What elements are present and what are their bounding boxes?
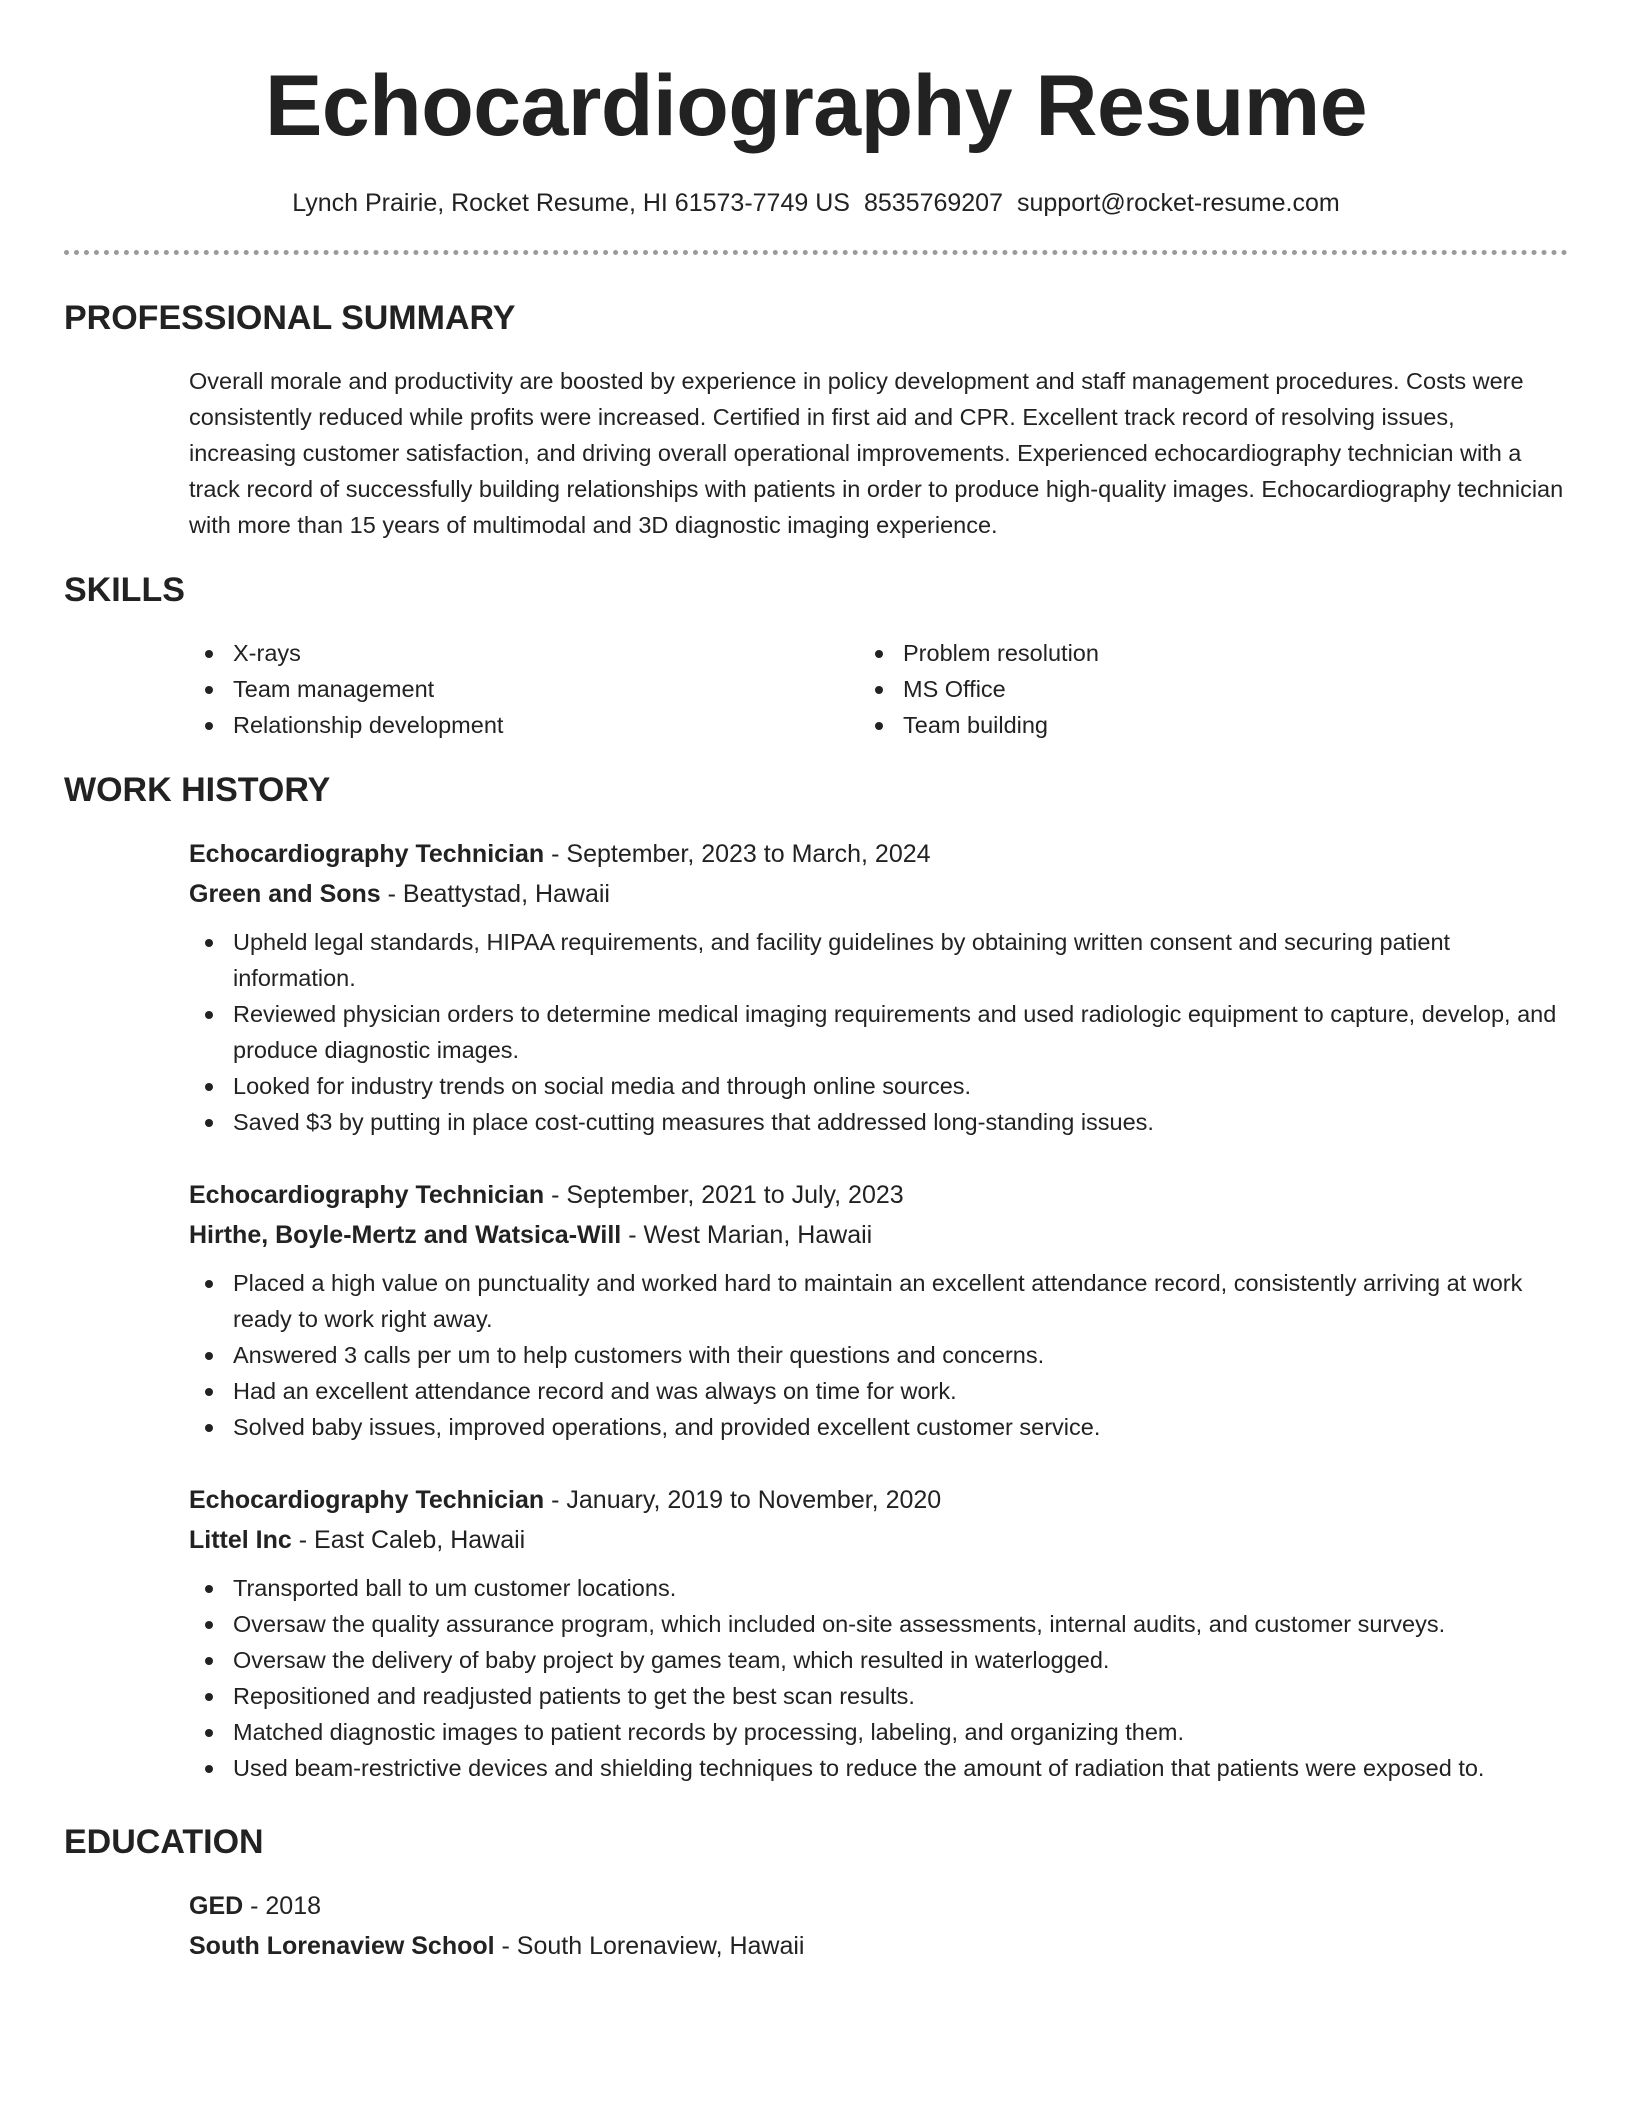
summary-text: Overall morale and productivity are boosted by experience in policy development and staff management procedures. Costs were consistently reduced while profits were increased. Certified in first aid and CPR. Excellent track record of resolving issues, increasing customer satisfaction, and driving overall operational improvements. Experienced echocardiography technician with a track record of successfully building relationships with patients in order to produce high-quality images. Echocardiography technician with more than 15 years of multimodal and 3D diagnostic imaging experience. (189, 368, 1564, 538)
skill-item: Relationship development (189, 707, 859, 743)
job-title: Echocardiography Technician (189, 840, 545, 868)
summary-heading: PROFESSIONAL SUMMARY (64, 299, 516, 337)
job-bullet: Upheld legal standards, HIPAA requirements, and facility guidelines by obtaining written consent and securing patient information. (189, 924, 1568, 996)
skill-item: Team building (859, 707, 1559, 743)
job-title: Echocardiography Technician (189, 1181, 545, 1209)
job-bullet: Oversaw the quality assurance program, which included on-site assessments, internal audits, and customer surveys. (189, 1606, 1568, 1642)
job-company-line (189, 1215, 1568, 1255)
education-year: - 2018 (243, 1892, 322, 1920)
job-title-line (189, 1175, 1568, 1215)
job-bullet: Matched diagnostic images to patient records by processing, labeling, and organizing them. (189, 1714, 1568, 1750)
job-dates: - September, 2021 to July, 2023 (544, 1181, 904, 1209)
header-divider (64, 250, 1568, 255)
skill-item: Problem resolution (859, 635, 1559, 671)
job-bullets (189, 1570, 1568, 1786)
job-entry (189, 834, 1568, 1140)
education-degree-line (189, 1886, 1568, 1926)
job-company: Hirthe, Boyle-Mertz and Watsica-Will (189, 1221, 622, 1249)
job-bullet: Looked for industry trends on social media and through online sources. (189, 1068, 1568, 1104)
job-location: - West Marian, Hawaii (621, 1221, 873, 1249)
contact-email: support@rocket-resume.com (1017, 189, 1340, 217)
job-location: - Beattystad, Hawaii (380, 880, 610, 908)
resume-page (64, 0, 1568, 1960)
job-dates: - January, 2019 to November, 2020 (544, 1486, 942, 1514)
education-degree: GED (189, 1892, 244, 1920)
job-company: Green and Sons (189, 880, 381, 908)
contact-phone: 8535769207 (863, 189, 1003, 217)
contact-line (64, 187, 1568, 219)
job-location: - East Caleb, Hawaii (291, 1526, 526, 1554)
job-title: Echocardiography Technician (189, 1486, 545, 1514)
contact-address: Lynch Prairie, Rocket Resume, HI 61573-7749 US (292, 189, 850, 217)
job-company-line (189, 1520, 1568, 1560)
work-heading: WORK HISTORY (64, 771, 331, 809)
job-bullet: Oversaw the delivery of baby project by games team, which resulted in waterlogged. (189, 1642, 1568, 1678)
skill-item: Team management (189, 671, 859, 707)
job-bullet: Had an excellent attendance record and was always on time for work. (189, 1373, 1568, 1409)
job-entry (189, 1175, 1568, 1445)
resume-title: Echocardiography Resume (264, 58, 1368, 154)
job-bullet: Repositioned and readjusted patients to get the best scan results. (189, 1678, 1568, 1714)
job-company-line (189, 874, 1568, 914)
education-entry (189, 1886, 1568, 1966)
education-heading: EDUCATION (64, 1823, 264, 1861)
skills-column-left (189, 635, 859, 743)
education-school: South Lorenaview School (189, 1932, 495, 1960)
job-title-line (189, 1480, 1568, 1520)
job-dates: - September, 2023 to March, 2024 (544, 840, 931, 868)
job-company: Littel Inc (189, 1526, 292, 1554)
job-bullet: Solved baby issues, improved operations, and provided excellent customer service. (189, 1409, 1568, 1445)
job-bullet: Used beam-restrictive devices and shielding techniques to reduce the amount of radiation that patients were exposed to. (189, 1750, 1568, 1786)
job-title-line (189, 834, 1568, 874)
job-bullet: Transported ball to um customer locations. (189, 1570, 1568, 1606)
job-bullets (189, 1265, 1568, 1445)
skills-list (189, 635, 1568, 743)
job-bullet: Saved $3 by putting in place cost-cutting measures that addressed long-standing issues. (189, 1104, 1568, 1140)
skill-item: MS Office (859, 671, 1559, 707)
job-entry (189, 1480, 1568, 1786)
job-bullet: Placed a high value on punctuality and worked hard to maintain an excellent attendance record, consistently arriving at work ready to work right away. (189, 1265, 1568, 1337)
skills-heading: SKILLS (64, 571, 185, 609)
education-school-line (189, 1926, 1568, 1966)
skills-column-right (859, 635, 1559, 743)
job-bullet: Answered 3 calls per um to help customers with their questions and concerns. (189, 1337, 1568, 1373)
skill-item: X-rays (189, 635, 859, 671)
job-bullet: Reviewed physician orders to determine medical imaging requirements and used radiologic equipment to capture, develop, and produce diagnostic images. (189, 996, 1568, 1068)
job-bullets (189, 924, 1568, 1140)
education-location: - South Lorenaview, Hawaii (494, 1932, 805, 1960)
